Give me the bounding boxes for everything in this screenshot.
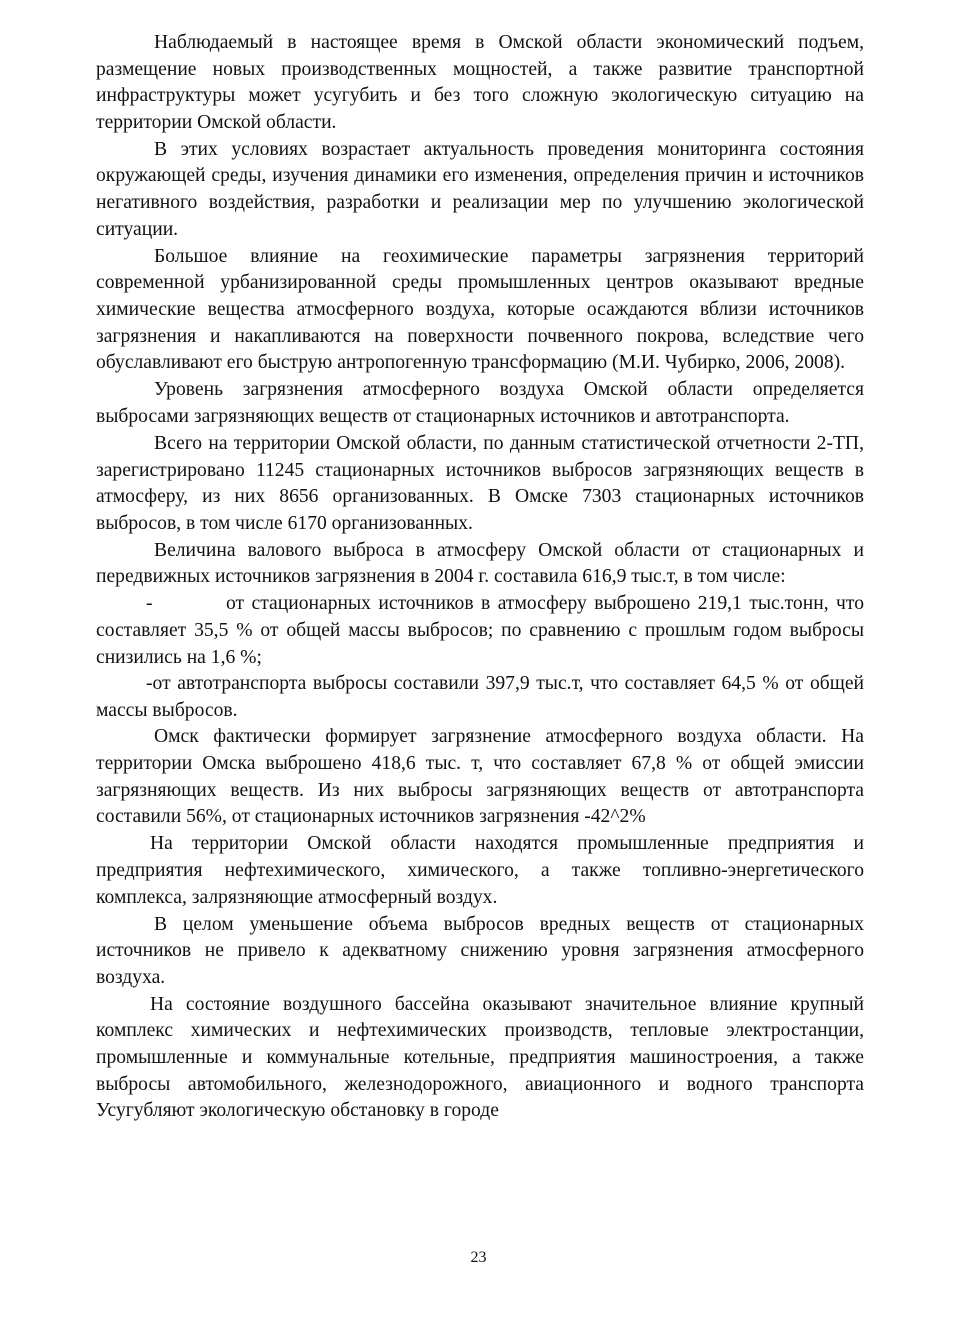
paragraph-9: В целом уменьшение объема выбросов вредных веществ от стационарных источников не привело к адекватному снижению уровня загрязнения атмосферного воздуха.	[96, 913, 864, 988]
paragraph-1: Наблюдаемый в настоящее время в Омской области экономический подъем, размещение новых производственных мощностей, а также развитие транспортной инфраструктуры может усугубить и без того сложную экологическую ситуацию на территории Омской области.	[96, 32, 864, 133]
paragraph-7: Омск фактически формирует загрязнение атмосферного воздуха области. На территории Омска выброшено 418,6 тыс. т, что составляет 67,8 % от общей эмиссии загрязняющих веществ. Из них выбросы загрязняющих веществ от автотранспорта составили 56%, от стационарных источников загрязнения -42^2%	[96, 726, 864, 828]
paragraph-10: На состояние воздушного бассейна оказывают значительное влияние крупный комплекс химических и нефтехимических производств, тепловые электростанции, промышленные и коммунальные котельные, предприятия машиностроения, а также выбросы автомобильного, железнодорожного, авиационного и водного транспорта Усугубляют экологическую обстановку в городе	[96, 993, 864, 1122]
page-number: 23	[470, 1249, 487, 1266]
document-page	[96, 30, 864, 1125]
paragraph-5: Всего на территории Омской области, по данным статистической отчетности 2-ТП, зарегистрировано 11245 стационарных источников выбросов загрязняющих веществ в атмосферу, из них 8656 организованных. В Омске 7303 стационарных источников выбросов, в том числе 6170 организованных.	[96, 432, 864, 534]
list-item-text: от стационарных источников в атмосферу выброшено 219,1 тыс.тонн, что составляет 35,5 % от общей массы выбросов; по сравнению с прошлым годом выбросы снизились на 1,6 %;	[96, 593, 864, 668]
paragraph-3: Большое влияние на геохимические параметры загрязнения территорий современной урбанизированной среды промышленных центров оказывают вредные химические вещества атмосферного воздуха, которые осаждаются вблизи источников загрязнения и накапливаются на поверхности почвенного покрова, вследствие чего обуславливают его быструю антропогенную трансформацию (М.И. Чубирко, 2006, 2008).	[96, 245, 864, 374]
list-dash: -	[146, 593, 153, 615]
paragraph-8: На территории Омской области находятся промышленные предприятия и предприятия нефтехимического, химического, а также топливно-энергетического комплекса, залрязняющие атмосферный воздух.	[96, 833, 864, 908]
list-item-transport: -от автотранспорта выбросы составили 397,9 тыс.т, что составляет 64,5 % от общей массы выбросов.	[96, 673, 864, 721]
paragraph-4: Уровень загрязнения атмосферного воздуха Омской области определяется выбросами загрязняющих веществ от стационарных источников и автотранспорта.	[96, 379, 864, 427]
paragraph-6: Величина валового выброса в атмосферу Омской области от стационарных и передвижных источников загрязнения в 2004 г. составила 616,9 тыс.т, в том числе:	[96, 539, 864, 588]
paragraph-2: В этих условиях возрастает актуальность проведения мониторинга состояния окружающей среды, изучения динамики его изменения, определения причин и источников негативного воздействия, разработки и реализации мер по улучшению экологической ситуации.	[96, 138, 864, 240]
list-item-stationary	[96, 591, 864, 671]
